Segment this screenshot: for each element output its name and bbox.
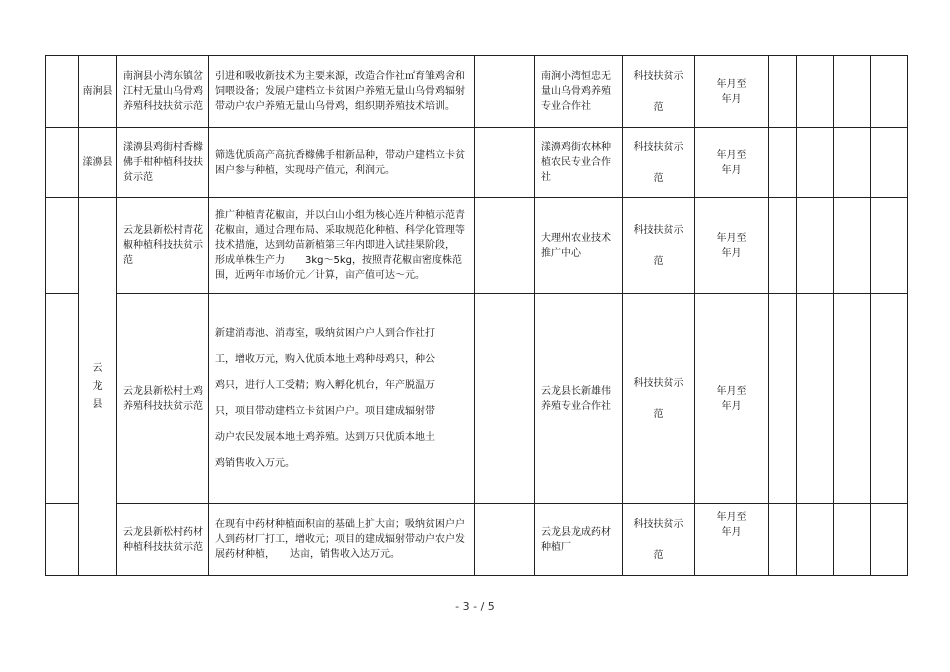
blank-cell	[797, 504, 834, 576]
blank-cell	[46, 56, 79, 128]
time-line2: 年月	[721, 93, 742, 105]
time-line1: 年月至	[716, 512, 747, 523]
project-name-cell: 云龙县新松村青花椒种植科技扶贫示范	[117, 198, 209, 294]
implementing-unit-cell: 云龙县长新雄伟养殖专业合作社	[535, 294, 623, 504]
project-type-line2: 范	[653, 408, 664, 420]
blank-cell	[834, 198, 871, 294]
project-type-line1: 科技扶贫示	[633, 70, 684, 82]
blank-cell	[475, 128, 535, 198]
blank-cell	[834, 504, 871, 576]
table-row	[46, 56, 908, 128]
blank-cell	[871, 56, 908, 128]
project-type-cell	[623, 198, 695, 294]
time-cell	[695, 56, 769, 128]
project-type-line2: 范	[653, 172, 664, 184]
project-description-cell: 引进和吸收新技术为主要来源，改造合作社㎡育雏鸡舍和饲喂设备；发展户建档立卡贫困户养殖无量山乌骨鸡辐射带动户农户养殖无量山乌骨鸡，组织期养殖技术培训。	[209, 56, 475, 128]
description-line: 鸡只，进行人工受精；购入孵化机台，年产脱温万	[215, 379, 435, 391]
description-line: 动户农民发展本地土鸡养殖。达到万只优质本地土	[215, 431, 435, 443]
blank-cell	[871, 504, 908, 576]
blank-cell	[46, 504, 79, 576]
county-cell	[79, 128, 117, 198]
blank-cell	[834, 56, 871, 128]
description-line: 只，项目带动建档立卡贫困户户。项目建成辐射带	[215, 405, 435, 417]
blank-cell	[769, 198, 797, 294]
time-line1: 年月至	[716, 149, 747, 161]
project-type-line1: 科技扶贫示	[633, 518, 684, 530]
blank-cell	[475, 504, 535, 576]
implementing-unit-cell: 南涧小湾恒忠无量山乌骨鸡养殖专业合作社	[535, 56, 623, 128]
blank-cell	[797, 294, 834, 504]
project-name-cell: 漾濞县鸡街村香橼佛手柑种植科技扶贫示范	[117, 128, 209, 198]
time-cell	[695, 128, 769, 198]
blank-cell	[475, 56, 535, 128]
project-name-cell: 云龙县新松村药材种植科技扶贫示范	[117, 504, 209, 576]
blank-cell	[834, 128, 871, 198]
blank-cell	[475, 198, 535, 294]
table-row	[46, 198, 908, 294]
implementing-unit-cell: 大理州农业技术推广中心	[535, 198, 623, 294]
blank-cell	[797, 128, 834, 198]
description-line: 工，增收万元，购入优质本地土鸡种母鸡只，种公	[215, 353, 435, 365]
blank-cell	[871, 294, 908, 504]
blank-cell	[834, 294, 871, 504]
blank-cell	[769, 128, 797, 198]
description-line: 鸡销售收入万元。	[215, 457, 295, 469]
blank-cell	[46, 294, 79, 504]
blank-cell	[475, 294, 535, 504]
time-line2: 年月	[721, 527, 742, 538]
time-line1: 年月至	[716, 232, 747, 244]
table-row	[46, 504, 908, 576]
project-type-cell	[623, 56, 695, 128]
project-description-cell: 在现有中药材种植面积亩的基础上扩大亩；吸纳贫困户户人到药材厂打工，增收元；项目的建成辐射带动户农户发展药材种植， 达亩，销售收入达万元。	[209, 504, 475, 576]
blank-cell	[797, 198, 834, 294]
time-line2: 年月	[721, 164, 742, 176]
project-description-cell: 推广种植青花椒亩，并以白山小组为核心连片种植示范青花椒亩，通过合理布局、采取规范化种植、科学化管理等技术措施，达到幼苗新植第三年内即进入试挂果阶段， 形成单株生产力 3kg～5kg，按照青花椒亩密度株范围，近两年市场价元／计算，亩产值可达～元。	[209, 198, 475, 294]
blank-cell	[871, 128, 908, 198]
project-type-line2: 范	[653, 255, 664, 267]
blank-cell	[46, 128, 79, 198]
county-cell	[79, 198, 117, 576]
implementing-unit-cell: 云龙县龙成药材种植厂	[535, 504, 623, 576]
time-cell	[695, 198, 769, 294]
time-line2: 年月	[721, 400, 742, 412]
blank-cell	[769, 56, 797, 128]
blank-cell	[797, 56, 834, 128]
project-type-line1: 科技扶贫示	[633, 224, 684, 236]
blank-cell	[769, 504, 797, 576]
time-line2: 年月	[721, 247, 742, 259]
project-type-cell	[623, 294, 695, 504]
blank-cell	[769, 294, 797, 504]
project-type-line2: 范	[653, 101, 664, 113]
county-name: 漾濞县	[82, 157, 113, 168]
time-line1: 年月至	[716, 78, 747, 90]
page-indicator: - 3 - / 5	[455, 600, 495, 613]
county-name: 南涧县	[82, 86, 113, 97]
blank-cell	[46, 198, 79, 294]
project-table	[45, 55, 908, 576]
project-description-cell	[209, 294, 475, 504]
county-name: 云龙县	[92, 362, 103, 410]
blank-cell	[871, 198, 908, 294]
table-row	[46, 128, 908, 198]
project-type-cell	[623, 128, 695, 198]
time-line1: 年月至	[716, 385, 747, 397]
table-row	[46, 294, 908, 504]
project-name-cell: 南涧县小湾东镇岔江村无量山乌骨鸡养殖科技扶贫示范	[117, 56, 209, 128]
project-type-line1: 科技扶贫示	[633, 141, 684, 153]
project-type-line2: 范	[653, 549, 664, 561]
time-cell	[695, 504, 769, 576]
time-cell	[695, 294, 769, 504]
project-name-cell: 云龙县新松村土鸡养殖科技扶贫示范	[117, 294, 209, 504]
project-type-line1: 科技扶贫示	[633, 377, 684, 389]
county-cell	[79, 56, 117, 128]
project-description-cell: 筛选优质高产高抗香橼佛手柑新品种，带动户建档立卡贫困户参与种植，实现母产值元，利润元。	[209, 128, 475, 198]
description-line: 新建消毒池、消毒室，吸纳贫困户户人到合作社打	[215, 327, 435, 339]
implementing-unit-cell: 漾濞鸡街农林种植农民专业合作社	[535, 128, 623, 198]
project-type-cell	[623, 504, 695, 576]
